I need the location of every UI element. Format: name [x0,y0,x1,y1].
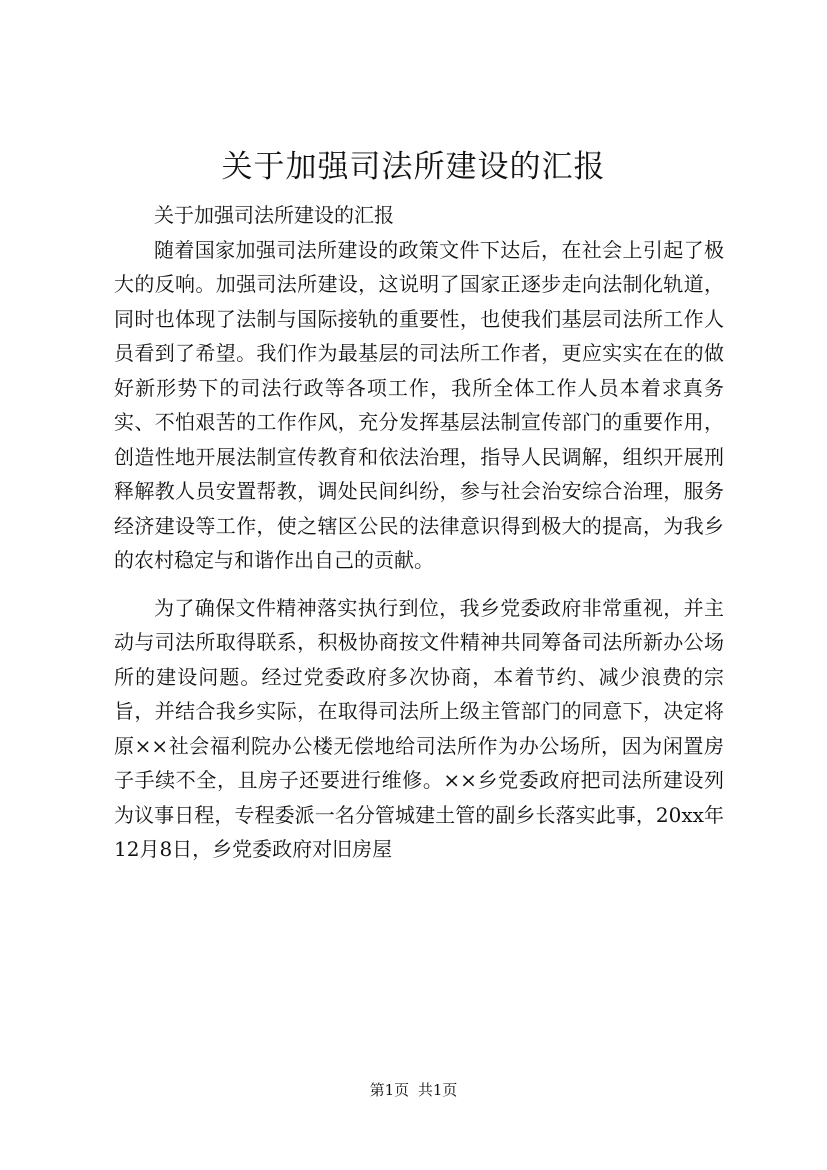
document-title: 关于加强司法所建设的汇报 [221,149,606,185]
paragraph-subtitle: 关于加强司法所建设的汇报 [154,203,394,227]
page-total: 共1页 [417,1081,458,1099]
document-body [114,198,724,867]
paragraph-2: 为了确保文件精神落实执行到位，我乡党委政府非常重视，并主动与司法所取得联系，积极协商按文件精神共同筹备司法所新办公场所的建设问题。经过党委政府多次协商，本着节约、减少浪费的宗旨，并结合我乡实际，在取得司法所上级主管部门的同意下，决定将原××社会福利院办公楼无偿地给司法所作为办公场所，因为闲置房子手续不全，且房子还要进行维修。××乡党委政府把司法所建设列为议事日程，专程委派一名分管城建土管的副乡长落实此事，20xx年12月8日，乡党委政府对旧房屋 [114,595,724,861]
page-number: 第1页 [369,1081,410,1099]
page-footer [0,1080,827,1100]
paragraph-1: 随着国家加强司法所建设的政策文件下达后，在社会上引起了极大的反响。加强司法所建设，这说明了国家正逐步走向法制化轨道，同时也体现了法制与国际接轨的重要性，也使我们基层司法所工作人员看到了希望。我们作为最基层的司法所工作者，更应实实在在的做好新形势下的司法行政等各项工作，我所全体工作人员本着求真务实、不怕艰苦的工作作风，充分发挥基层法制宣传部门的重要作用，创造性地开展法制宣传教育和依法治理，指导人民调解，组织开展刑释解教人员安置帮教，调处民间纠纷，参与社会治安综合治理，服务经济建设等工作，使之辖区公民的法律意识得到极大的提高，为我乡的农村稳定与和谐作出自己的贡献。 [114,237,724,572]
